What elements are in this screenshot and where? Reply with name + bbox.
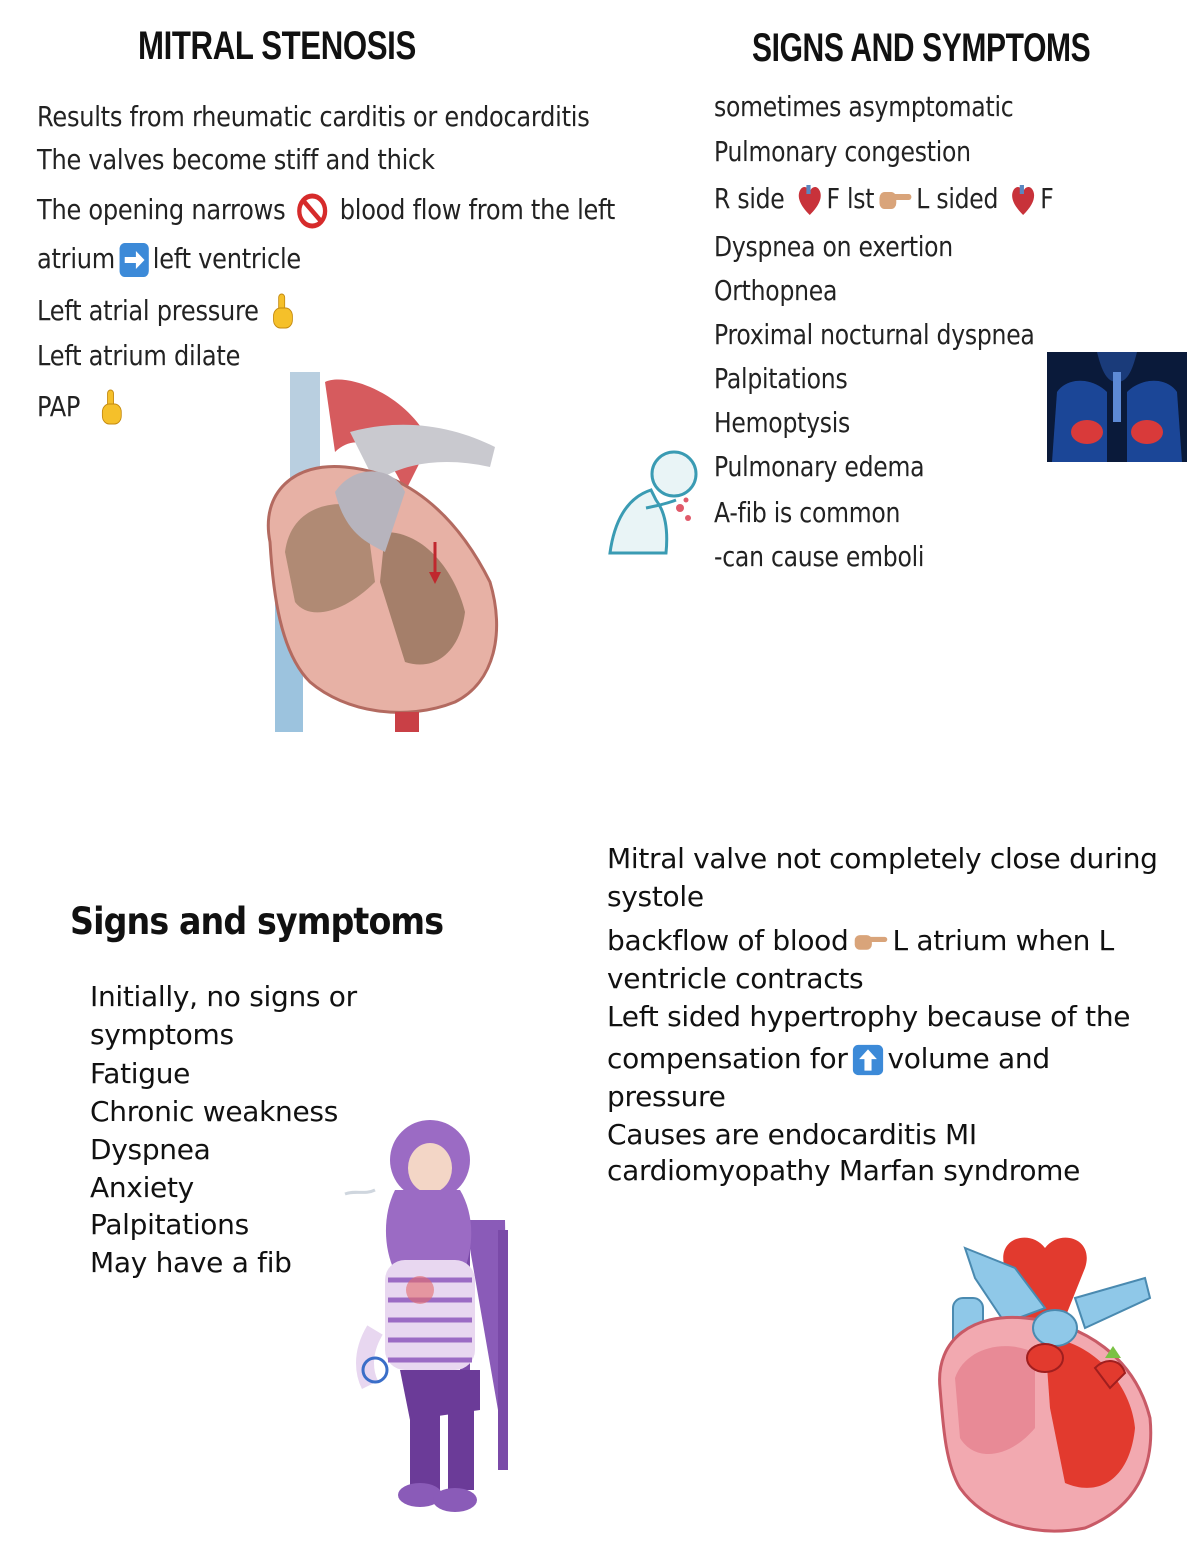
mr-desc-6 [607,1042,1050,1076]
pointing-right-icon [878,188,913,212]
ms-line-4 [37,242,301,278]
mr-desc-7: pressure [607,1080,726,1113]
ms-line-2: The valves become stiff and thick [37,143,435,176]
mr-desc-6a: compensation for [607,1042,848,1075]
mr-sign-7: Palpitations [90,1208,249,1241]
mr-desc-5: Left sided hypertrophy because of the [607,1000,1131,1033]
ss-item-4: Dyspnea on exertion [714,230,953,263]
up-arrow-icon [852,1044,884,1076]
heart-cross-section-illustration [255,372,505,732]
heart-icon [1010,183,1037,217]
ss-item-5: Orthopnea [714,274,838,307]
ms-line-4a: atrium [37,242,115,275]
ss-item-2: Pulmonary congestion [714,135,971,168]
signs-symptoms-title: SIGNS AND SYMPTOMS [752,26,1091,70]
ss-item-3c: L sided [916,182,999,215]
ms-line-3b: blood flow from the left [339,193,616,226]
ms-line-3a: The opening narrows [37,193,286,226]
lungs-illustration [1047,352,1187,462]
heart-icon [796,183,823,217]
ss-item-9: Pulmonary edema [714,450,925,483]
right-arrow-icon [118,242,149,278]
mr-desc-3a: backflow of blood [607,924,849,957]
mr-signs-title: Signs and symptoms [70,900,444,943]
mr-desc-4: ventricle contracts [607,962,864,995]
mr-desc-6b: volume and [887,1042,1050,1075]
pointing-right-icon [853,931,889,953]
mr-sign-5: Dyspnea [90,1133,211,1166]
ss-item-3d: F [1040,182,1054,215]
mr-sign-1: Initially, no signs or [90,980,357,1013]
mr-desc-8: Causes are endocarditis MI [607,1118,977,1151]
mr-desc-3 [607,924,1114,957]
mr-sign-2: symptoms [90,1018,234,1051]
ms-line-4b: left ventricle [152,242,301,275]
mr-desc-2: systole [607,880,704,913]
ss-item-11: -can cause emboli [714,540,925,573]
ss-item-3a: R side [714,182,785,215]
ss-item-10: A-fib is common [714,496,901,529]
ms-line-3 [37,192,615,230]
mr-desc-3b: L atrium when L [892,924,1114,957]
ss-item-6: Proximal nocturnal dyspnea [714,318,1035,351]
pointing-up-icon [270,292,296,332]
ms-line-6: Left atrium dilate [37,339,241,372]
mr-sign-6: Anxiety [90,1171,194,1204]
woman-chest-pain-illustration [340,1120,520,1520]
mr-sign-3: Fatigue [90,1057,191,1090]
ss-item-7: Palpitations [714,362,848,395]
ss-item-3 [714,182,1053,217]
mr-sign-8: May have a fib [90,1246,292,1279]
ms-line-5-text: Left atrial pressure [37,294,259,327]
heart-anatomy-illustration [935,1228,1155,1538]
mr-desc-1: Mitral valve not completely close during [607,842,1158,875]
coughing-person-illustration [606,448,701,558]
prohibited-icon [296,192,329,230]
mr-desc-9: cardiomyopathy Marfan syndrome [607,1154,1081,1187]
ms-line-5 [37,292,299,332]
ms-line-7 [37,388,127,428]
pointing-up-icon [98,388,124,428]
mr-sign-4: Chronic weakness [90,1095,338,1128]
mitral-stenosis-title: MITRAL STENOSIS [138,24,416,68]
ms-line-1: Results from rheumatic carditis or endocarditis [37,100,590,133]
ss-item-1: sometimes asymptomatic [714,90,1014,123]
ms-line-7-text: PAP [37,390,81,423]
ss-item-3b: F lst [826,182,875,215]
ss-item-8: Hemoptysis [714,406,851,439]
